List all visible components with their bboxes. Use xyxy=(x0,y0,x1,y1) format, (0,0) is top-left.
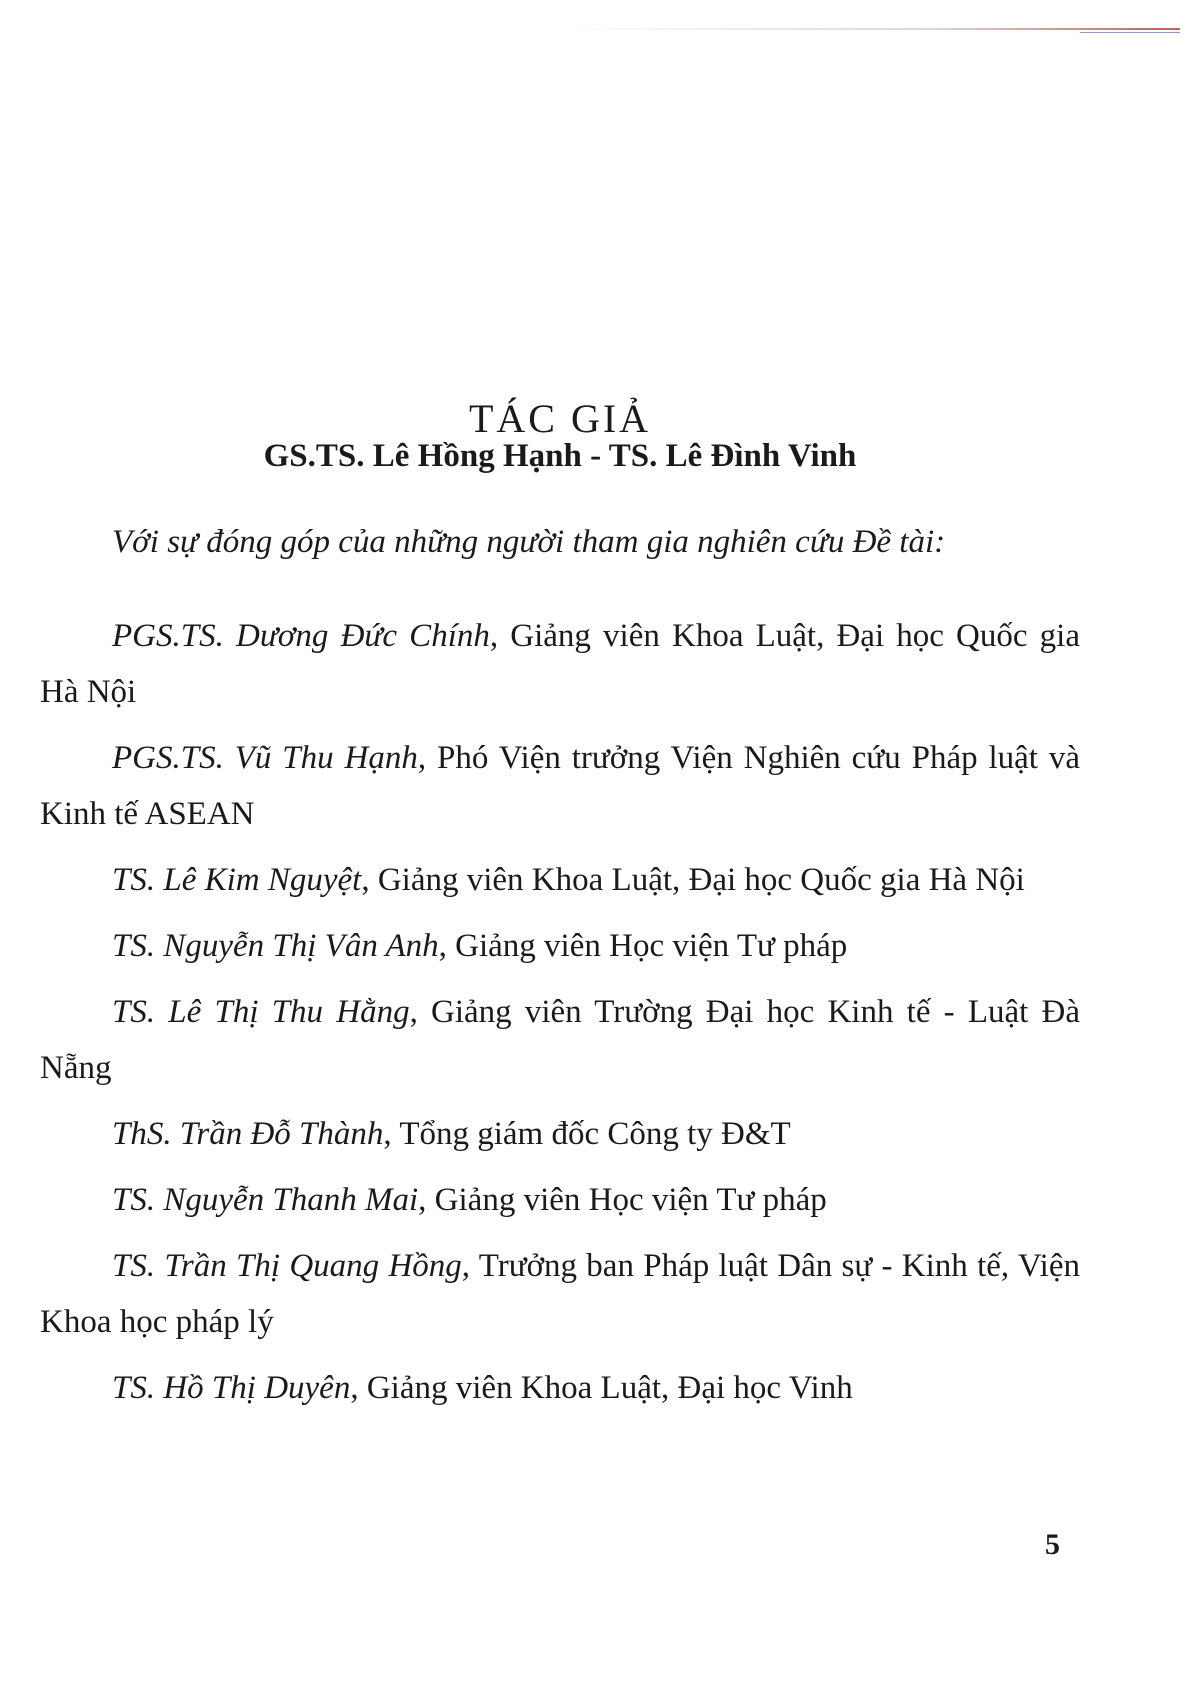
contributor-item xyxy=(40,730,1080,842)
authors-line: GS.TS. Lê Hồng Hạnh - TS. Lê Đình Vinh xyxy=(263,438,857,474)
contributor-item xyxy=(40,918,1080,974)
contributor-item xyxy=(40,1106,1080,1162)
contributor-item xyxy=(40,1172,1080,1228)
contributor-name: TS. Hồ Thị Duyên xyxy=(112,1370,351,1406)
contributor-item xyxy=(40,984,1080,1096)
contributor-role: , Trưởng ban Pháp luật Dân sự - Kinh tế, Viện Khoa học pháp lý xyxy=(40,1248,1080,1340)
contributor-item xyxy=(40,1238,1080,1350)
contributor-role: , Phó Viện trưởng Viện Nghiên cứu Pháp luật và Kinh tế ASEAN xyxy=(40,740,1081,832)
contributor-role: , Giảng viên Trường Đại học Kinh tế - Luật Đà Nẵng xyxy=(40,994,1080,1086)
page-number: 5 xyxy=(1045,1528,1060,1561)
contributor-item xyxy=(40,852,1080,908)
contributor-role: , Giảng viên Học viện Tư pháp xyxy=(438,928,848,964)
contributor-role: , Giảng viên Khoa Luật, Đại học Quốc gia Hà Nội xyxy=(361,862,1025,898)
contributor-role: , Tổng giám đốc Công ty Đ&T xyxy=(383,1116,791,1152)
contributor-item xyxy=(40,608,1080,720)
contributor-name: TS. Lê Thị Thu Hằng xyxy=(112,994,410,1030)
contributor-name: PGS.TS. Vũ Thu Hạnh xyxy=(112,740,418,776)
contributor-name: PGS.TS. Dương Đức Chính xyxy=(112,618,490,654)
contributor-role: , Giảng viên Khoa Luật, Đại học Quốc gia Hà Nội xyxy=(40,618,1080,710)
contributors-list xyxy=(40,608,1080,1426)
contributor-name: TS. Nguyễn Thanh Mai xyxy=(112,1182,419,1218)
page-title: TÁC GIẢ xyxy=(468,395,652,441)
contributors-intro: Với sự đóng góp của những người tham gia nghiên cứu Đề tài: xyxy=(112,524,946,560)
contributor-item xyxy=(40,1360,1080,1416)
contributor-name: TS. Trần Thị Quang Hồng xyxy=(112,1248,462,1284)
contributor-role: , Giảng viên Khoa Luật, Đại học Vinh xyxy=(350,1370,853,1406)
contributor-name: TS. Lê Kim Nguyệt xyxy=(112,862,362,898)
contributor-role: , Giảng viên Học viện Tư pháp xyxy=(418,1182,827,1218)
contributor-name: TS. Nguyễn Thị Vân Anh xyxy=(112,928,439,964)
contributor-name: ThS. Trần Đỗ Thành xyxy=(112,1116,384,1152)
